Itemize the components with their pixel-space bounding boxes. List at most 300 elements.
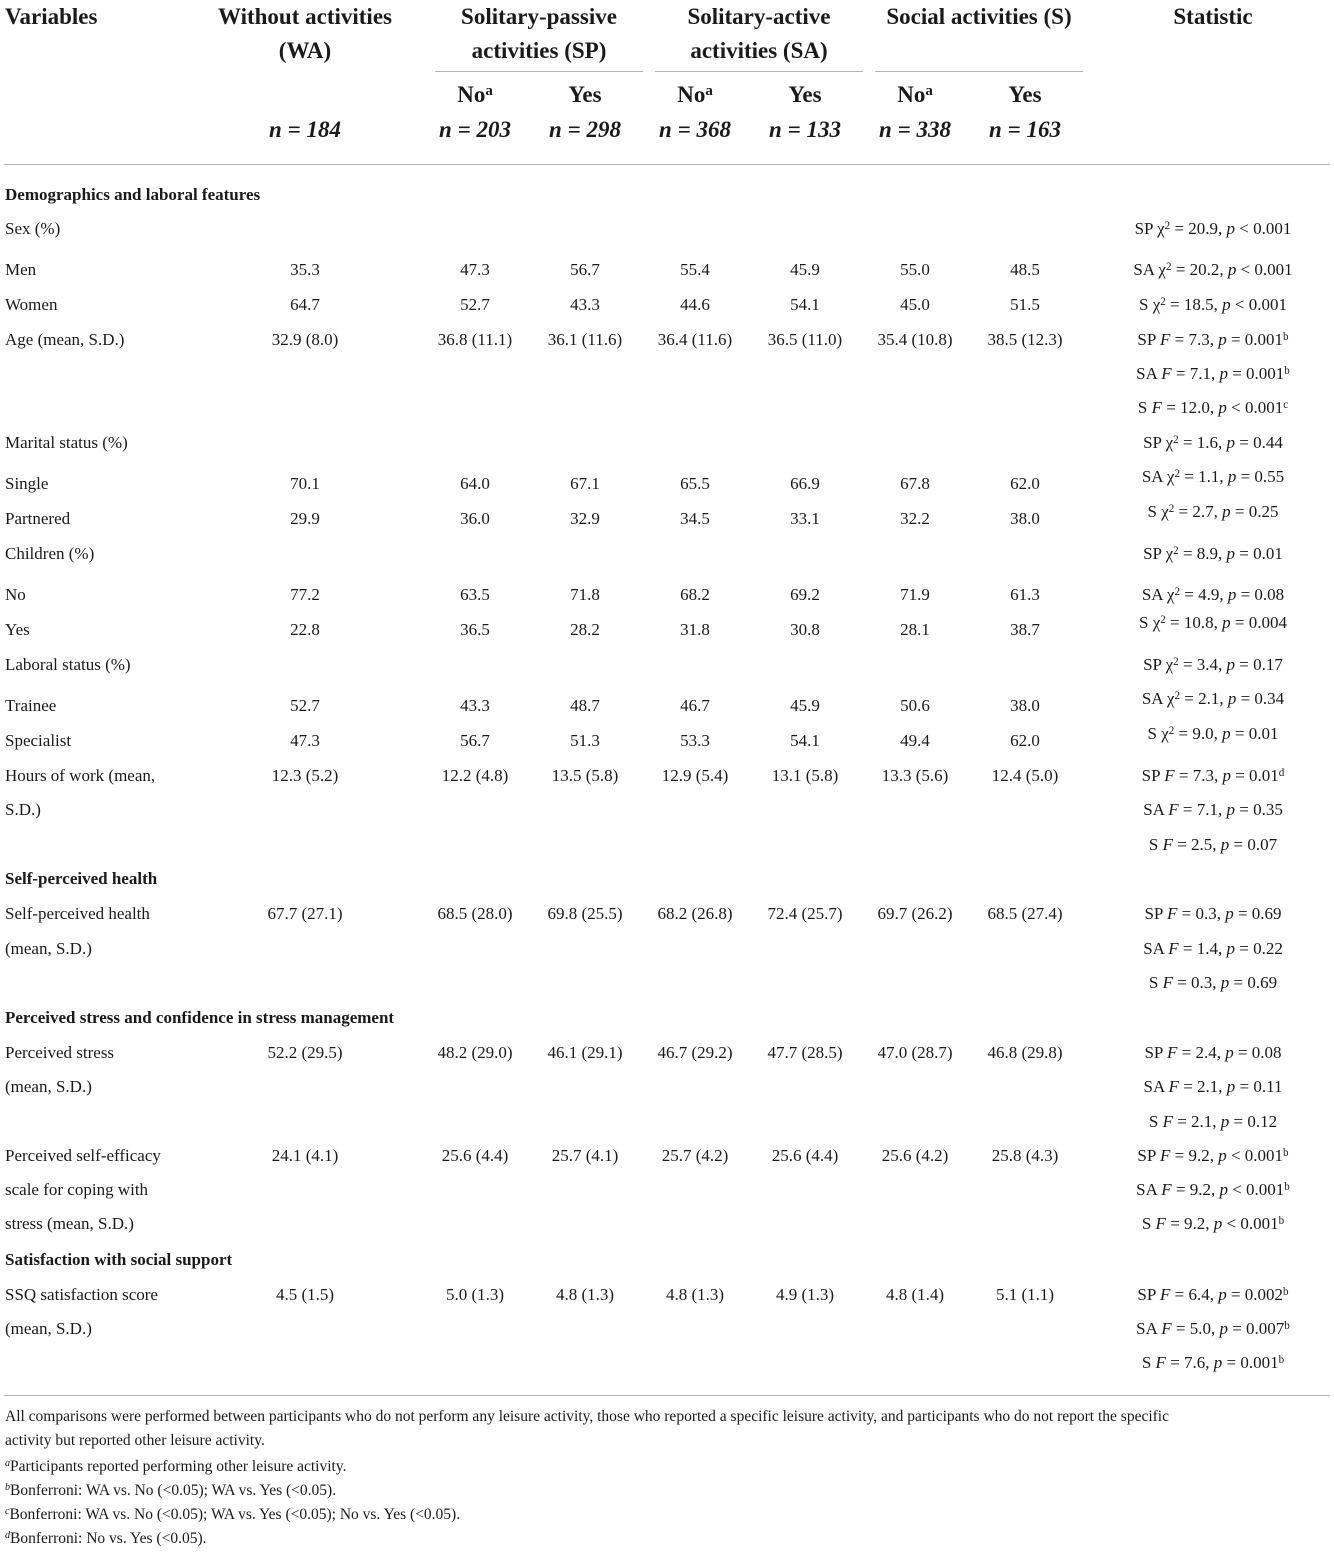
footnote-d-mark: d xyxy=(5,1530,11,1542)
cell-hours-1: 12.2 (4.8) xyxy=(441,766,509,785)
header-sa-line1: Solitary-active xyxy=(687,4,831,29)
header-sa xyxy=(655,0,863,68)
cell-specialist-0: 47.3 xyxy=(290,731,320,750)
stat-efficacy-0: SP F = 9.2, p < 0.001$^b$ xyxy=(1137,1146,1289,1165)
cell-stress-4: 47.7 (28.5) xyxy=(767,1043,843,1062)
stat-p-operator: = xyxy=(1233,835,1244,854)
stat-note: b xyxy=(1278,1354,1285,1367)
stat-group: S xyxy=(1147,502,1157,521)
row-label-efficacy-2: scale for coping with xyxy=(5,1180,149,1199)
cell-single-2: 67.1 xyxy=(570,474,600,493)
row-label-sex: Sex (%) xyxy=(5,219,61,238)
sp-group-rule xyxy=(435,71,643,72)
cell-age-2: 36.1 (11.6) xyxy=(547,330,623,349)
stat-symbol: χ xyxy=(1165,433,1174,452)
stat-marital-0: SP $\chi^2 = 1.6$, p = 0.44 xyxy=(1143,433,1283,452)
stat-group: SP xyxy=(1137,1146,1156,1165)
stat-stress-1: SA F = 2.1, p = 0.11 xyxy=(1143,1077,1283,1096)
cell-women-3: 44.6 xyxy=(680,295,710,314)
stat-symbol: χ xyxy=(1166,585,1175,604)
stat-p-operator: = xyxy=(1234,613,1245,632)
stat-group: SP xyxy=(1137,330,1156,349)
stat-group: S xyxy=(1139,295,1149,314)
row-label-women: Women xyxy=(5,295,58,314)
stat-group: S xyxy=(1141,1353,1152,1372)
cell-ssq-4: 4.9 (1.3) xyxy=(775,1285,835,1304)
subheader-no-sup xyxy=(925,83,932,99)
cell-hours-0: 12.3 (5.2) xyxy=(271,766,339,785)
stat-symbol: F xyxy=(1155,1214,1166,1233)
stat-symbol: F xyxy=(1159,1146,1171,1165)
stat-p-operator: = xyxy=(1239,1077,1250,1096)
stat-note: b xyxy=(1284,1320,1290,1333)
subheader-no-sup-text: a xyxy=(705,83,713,100)
cell-trainee-6: 38.0 xyxy=(1010,696,1040,715)
stat-group: SP xyxy=(1134,219,1153,238)
cell-child_yes-1: 36.5 xyxy=(460,620,490,639)
stat-p: p xyxy=(1227,585,1237,604)
stat-group: SA xyxy=(1143,939,1164,958)
stat-p-operator: = xyxy=(1234,724,1245,743)
stat-value: 2.1 xyxy=(1197,1077,1219,1096)
stat-p-operator: < xyxy=(1232,1180,1242,1199)
cell-age-3: 36.4 (11.6) xyxy=(657,330,733,349)
stat-p: p xyxy=(1222,613,1231,632)
cell-child_yes-0: 22.8 xyxy=(290,620,320,639)
stat-note: b xyxy=(1283,1286,1289,1299)
cell-specialist-5: 49.4 xyxy=(900,731,930,750)
stat-group: S xyxy=(1147,724,1157,743)
stat-health-0: SP F = 0.3, p = 0.69 xyxy=(1144,904,1282,923)
stat-value: 2.1 xyxy=(1191,1112,1213,1131)
cell-ssq-0: 4.5 (1.5) xyxy=(275,1285,335,1304)
stat-symbol-sup: 2 xyxy=(1168,503,1175,516)
header-wa xyxy=(205,0,405,68)
subheader-s-yes: Yes xyxy=(1008,82,1042,107)
cell-health-1: 68.5 (28.0) xyxy=(437,904,513,923)
stat-p-value: 0.07 xyxy=(1247,835,1278,854)
stat-note: b xyxy=(1284,365,1290,378)
cell-single-1: 64.0 xyxy=(460,474,490,493)
cell-men-3: 55.4 xyxy=(680,260,710,279)
cell-partnered-0: 29.9 xyxy=(290,509,320,528)
footnote-c-text: Bonferroni: WA vs. No (<0.05); WA vs. Yes (<0.05); No vs. Yes (<0.05). xyxy=(9,1506,461,1523)
subheader-sa-no xyxy=(640,78,750,112)
cell-single-5: 67.8 xyxy=(900,474,930,493)
row-label-specialist: Specialist xyxy=(5,731,72,750)
header-wa-line2: (WA) xyxy=(278,38,332,63)
row-label-efficacy-3: stress (mean, S.D.) xyxy=(5,1214,134,1233)
n-value: 203 xyxy=(476,117,511,142)
stat-symbol: χ xyxy=(1152,295,1161,314)
cell-specialist-3: 53.3 xyxy=(680,731,710,750)
stat-group: S xyxy=(1141,1214,1152,1233)
stat-ssq-0: SP F = 6.4, p = 0.002$^b$ xyxy=(1137,1285,1289,1304)
stat-p-value: 0.001 xyxy=(1244,398,1284,417)
stat-p-operator: = xyxy=(1239,433,1249,452)
stat-p-value: 0.11 xyxy=(1253,1077,1283,1096)
footnote-b-text: Bonferroni: WA vs. No (<0.05); WA vs. Yes (<0.05). xyxy=(10,1482,337,1499)
n-sa-yes: n = 133 xyxy=(769,117,841,142)
stat-p: p xyxy=(1220,973,1230,992)
stat-value: 4.9 xyxy=(1198,585,1220,604)
stat-value: 2.5 xyxy=(1191,835,1213,854)
stat-p-operator: < xyxy=(1239,219,1249,238)
stat-symbol-sup: 2 xyxy=(1168,725,1175,738)
row-label-children: Children (%) xyxy=(5,544,95,563)
header-s: Social activities (S) xyxy=(886,4,1072,29)
n-value: 368 xyxy=(696,117,731,142)
stat-p: p xyxy=(1222,295,1231,314)
stat-p-value: 0.25 xyxy=(1248,502,1279,521)
stat-p: p xyxy=(1219,364,1228,383)
stat-value: 10.8 xyxy=(1183,613,1214,632)
stat-value: 7.3 xyxy=(1188,330,1210,349)
stat-health-2: S F = 0.3, p = 0.69 xyxy=(1148,973,1278,992)
stat-symbol: χ xyxy=(1166,467,1175,486)
stat-value: 1.1 xyxy=(1198,467,1220,486)
table-bottom-rule xyxy=(4,1395,1330,1396)
stat-symbol: F xyxy=(1159,1285,1171,1304)
row-label-efficacy: Perceived self-efficacy xyxy=(5,1146,161,1165)
stat-symbol: F xyxy=(1168,939,1179,958)
cell-efficacy-1: 25.6 (4.4) xyxy=(441,1146,509,1165)
row-label-marital: Marital status (%) xyxy=(5,433,128,452)
n-prefix: n xyxy=(269,117,282,142)
stat-symbol: χ xyxy=(1161,502,1169,521)
n-prefix: n xyxy=(989,117,1002,142)
cell-stress-6: 46.8 (29.8) xyxy=(987,1043,1063,1062)
header-variables: Variables xyxy=(5,4,98,29)
cell-child_no-6: 61.3 xyxy=(1010,585,1040,604)
stat-p: p xyxy=(1226,800,1235,819)
stat-group: SA xyxy=(1133,260,1155,279)
footnote-c-mark: c xyxy=(5,1506,10,1518)
stat-p-value: 0.001 xyxy=(1248,295,1287,314)
stat-value: 1.4 xyxy=(1196,939,1218,958)
n-value: 184 xyxy=(306,117,341,142)
stat-group: SA xyxy=(1136,1180,1157,1199)
cell-hours-6: 12.4 (5.0) xyxy=(991,766,1059,785)
stat-p-value: 0.001 xyxy=(1244,330,1284,349)
stat-age-1: SA F = 7.1, p = 0.001$^b$ xyxy=(1136,364,1290,383)
stat-value: 2.4 xyxy=(1195,1043,1217,1062)
stat-children-0: SP $\chi^2 = 8.9$, p = 0.01 xyxy=(1143,544,1283,563)
stat-symbol-sup: 2 xyxy=(1173,434,1179,447)
stat-symbol: F xyxy=(1161,1319,1172,1338)
stat-p-operator: = xyxy=(1239,939,1249,958)
stat-value: 2.1 xyxy=(1198,689,1220,708)
stat-value: 7.6 xyxy=(1184,1353,1206,1372)
stat-p-value: 0.34 xyxy=(1254,689,1285,708)
subheader-sp-yes: Yes xyxy=(568,82,602,107)
stat-sex-0: SP $\chi^2 = 20.9$, p < 0.001 xyxy=(1134,219,1292,238)
row-label-health: Self-perceived health xyxy=(5,904,150,923)
stat-p: p xyxy=(1218,1285,1227,1304)
row-label-partnered: Partnered xyxy=(5,509,71,528)
stat-marital-2: S $\chi^2 = 2.7$, p = 0.25 xyxy=(1147,502,1279,521)
stat-note: b xyxy=(1283,331,1289,344)
stat-p-value: 0.001 xyxy=(1244,1146,1284,1165)
row-label-laboral: Laboral status (%) xyxy=(5,655,131,674)
stat-value: 7.1 xyxy=(1189,364,1211,383)
cell-child_yes-4: 30.8 xyxy=(790,620,820,639)
stat-symbol: χ xyxy=(1161,724,1169,743)
cell-health-5: 69.7 (26.2) xyxy=(877,904,953,923)
cell-child_no-2: 71.8 xyxy=(570,585,600,604)
stat-symbol: F xyxy=(1166,904,1178,923)
stat-group: SA xyxy=(1141,689,1163,708)
cell-stress-5: 47.0 (28.7) xyxy=(877,1043,953,1062)
row-label-age: Age (mean, S.D.) xyxy=(5,330,125,349)
stat-group: SA xyxy=(1143,1077,1165,1096)
stat-p: p xyxy=(1226,1077,1236,1096)
stat-p-operator: = xyxy=(1233,973,1244,992)
n-value: 338 xyxy=(916,117,951,142)
stat-p: p xyxy=(1226,655,1236,674)
row-label-health-2: (mean, S.D.) xyxy=(5,939,92,958)
cell-men-2: 56.7 xyxy=(570,260,600,279)
stat-p: p xyxy=(1218,398,1227,417)
stat-symbol: χ xyxy=(1165,544,1174,563)
cell-child_no-5: 71.9 xyxy=(900,585,930,604)
cell-child_yes-5: 28.1 xyxy=(900,620,930,639)
stat-laboral-1: SA $\chi^2 = 2.1$, p = 0.34 xyxy=(1141,689,1285,708)
cell-men-4: 45.9 xyxy=(790,260,820,279)
stat-p-value: 0.17 xyxy=(1253,655,1283,674)
cell-hours-5: 13.3 (5.6) xyxy=(881,766,949,785)
cell-partnered-3: 34.5 xyxy=(680,509,710,528)
cell-partnered-4: 33.1 xyxy=(790,509,820,528)
cell-efficacy-3: 25.7 (4.2) xyxy=(661,1146,729,1165)
stat-group: SP xyxy=(1144,1043,1163,1062)
stat-stress-2: S F = 2.1, p = 0.12 xyxy=(1148,1112,1278,1131)
stat-efficacy-1: SA F = 9.2, p < 0.001$^b$ xyxy=(1136,1180,1290,1199)
stat-symbol: χ xyxy=(1166,689,1175,708)
section-health: Self-perceived health xyxy=(5,869,158,888)
subheader-sp-no xyxy=(420,78,530,112)
stat-p-operator: = xyxy=(1232,1319,1242,1338)
cell-child_no-0: 77.2 xyxy=(290,585,320,604)
subheader-s-no xyxy=(860,78,970,112)
stat-p-value: 0.69 xyxy=(1247,973,1278,992)
stat-group: S xyxy=(1148,973,1159,992)
cell-trainee-2: 48.7 xyxy=(570,696,600,715)
footnote-d xyxy=(5,1527,207,1551)
stat-age-0: SP F = 7.3, p = 0.001$^b$ xyxy=(1137,330,1289,349)
stat-value: 12.0 xyxy=(1180,398,1210,417)
stat-group: SP xyxy=(1141,766,1160,785)
cell-women-4: 54.1 xyxy=(790,295,820,314)
footnote-a xyxy=(5,1455,346,1479)
stat-group: S xyxy=(1148,1112,1159,1131)
stat-symbol: χ xyxy=(1152,613,1161,632)
cell-women-5: 45.0 xyxy=(900,295,930,314)
stat-symbol-sup: 2 xyxy=(1174,690,1180,703)
cell-hours-4: 13.1 (5.8) xyxy=(771,766,839,785)
stat-group: SP xyxy=(1137,1285,1156,1304)
stat-symbol-sup: 2 xyxy=(1165,261,1172,274)
subheader-no-label: No xyxy=(457,82,486,107)
section-demographics: Demographics and laboral features xyxy=(5,185,261,204)
stat-group: SP xyxy=(1143,655,1162,674)
cell-efficacy-6: 25.8 (4.3) xyxy=(991,1146,1059,1165)
subheader-no-label: No xyxy=(897,82,926,107)
section-stress: Perceived stress and confidence in stress management xyxy=(5,1008,395,1027)
stat-p: p xyxy=(1219,1180,1228,1199)
stat-p-operator: = xyxy=(1240,585,1251,604)
stat-p: p xyxy=(1227,260,1237,279)
stat-value: 2.7 xyxy=(1192,502,1214,521)
stat-p-value: 0.08 xyxy=(1251,1043,1282,1062)
n-wa: n = 184 xyxy=(269,117,341,142)
cell-child_yes-2: 28.2 xyxy=(570,620,600,639)
stat-symbol-sup: 2 xyxy=(1174,586,1180,599)
stat-p-value: 0.01 xyxy=(1249,766,1279,785)
stat-symbol-sup: 2 xyxy=(1160,614,1166,627)
stat-p-operator: = xyxy=(1235,766,1245,785)
stat-symbol: F xyxy=(1159,330,1171,349)
stat-p: p xyxy=(1226,544,1236,563)
row-label-children-no: No xyxy=(5,585,26,604)
footnote-a-text: Participants reported performing other leisure activity. xyxy=(10,1458,347,1475)
cell-hours-3: 12.9 (5.4) xyxy=(661,766,729,785)
stat-note: d xyxy=(1278,767,1285,780)
cell-specialist-1: 56.7 xyxy=(460,731,490,750)
stat-p-value: 0.08 xyxy=(1254,585,1285,604)
cell-partnered-6: 38.0 xyxy=(1010,509,1040,528)
stat-sex-2: S $\chi^2 = 18.5$, p < 0.001 xyxy=(1139,295,1287,314)
cell-health-3: 68.2 (26.8) xyxy=(657,904,733,923)
cell-single-6: 62.0 xyxy=(1010,474,1040,493)
stat-p: p xyxy=(1225,1043,1234,1062)
cell-ssq-5: 4.8 (1.4) xyxy=(885,1285,945,1304)
stat-p-value: 0.007 xyxy=(1246,1319,1285,1338)
n-value: 163 xyxy=(1026,117,1061,142)
stat-symbol: F xyxy=(1166,1043,1178,1062)
cell-efficacy-2: 25.7 (4.1) xyxy=(551,1146,619,1165)
stat-value: 5.0 xyxy=(1189,1319,1211,1338)
n-s-no: n = 338 xyxy=(879,117,951,142)
cell-age-0: 32.9 (8.0) xyxy=(271,330,339,349)
stat-p-value: 0.69 xyxy=(1251,904,1282,923)
n-sp-no: n = 203 xyxy=(439,117,511,142)
cell-age-1: 36.8 (11.1) xyxy=(437,330,513,349)
stat-health-1: SA F = 1.4, p = 0.22 xyxy=(1143,939,1283,958)
stat-symbol: χ xyxy=(1165,655,1174,674)
cell-trainee-5: 50.6 xyxy=(900,696,930,715)
footnote-a-mark: a xyxy=(5,1458,11,1470)
stat-children-2: S $\chi^2 = 10.8$, p = 0.004 xyxy=(1139,613,1287,632)
stat-value: 7.1 xyxy=(1196,800,1218,819)
stat-p-operator: = xyxy=(1237,1043,1248,1062)
stat-p-value: 0.35 xyxy=(1253,800,1283,819)
stat-p: p xyxy=(1227,467,1237,486)
stat-value: 1.6 xyxy=(1196,433,1219,452)
stat-laboral-2: S $\chi^2 = 9.0$, p = 0.01 xyxy=(1147,724,1279,743)
cell-stress-1: 48.2 (29.0) xyxy=(437,1043,513,1062)
cell-efficacy-4: 25.6 (4.4) xyxy=(771,1146,839,1165)
stat-p-operator: = xyxy=(1239,544,1249,563)
header-sp xyxy=(435,0,643,68)
stat-sex-1: SA $\chi^2 = 20.2$, p < 0.001 xyxy=(1133,260,1293,279)
stat-symbol: F xyxy=(1168,1077,1179,1096)
cell-health-6: 68.5 (27.4) xyxy=(987,904,1063,923)
stat-symbol: F xyxy=(1155,1353,1166,1372)
stat-group: SP xyxy=(1144,904,1163,923)
row-label-ssq: SSQ satisfaction score xyxy=(5,1285,158,1304)
stat-symbol: F xyxy=(1162,973,1173,992)
row-label-stress: Perceived stress xyxy=(5,1043,115,1062)
cell-hours-2: 13.5 (5.8) xyxy=(551,766,619,785)
cell-single-0: 70.1 xyxy=(290,474,320,493)
footnote-d-text: Bonferroni: No vs. Yes (<0.05). xyxy=(10,1530,207,1547)
stat-symbol-sup: 2 xyxy=(1174,468,1180,481)
cell-ssq-2: 4.8 (1.3) xyxy=(555,1285,615,1304)
stat-p-operator: = xyxy=(1239,655,1249,674)
stat-efficacy-2: S F = 9.2, p < 0.001$^b$ xyxy=(1141,1214,1285,1233)
subheader-no-sup xyxy=(705,83,712,99)
footnote-b-mark: b xyxy=(5,1482,11,1494)
cell-single-3: 65.5 xyxy=(680,474,710,493)
stat-note: b xyxy=(1278,1215,1285,1228)
stat-group: S xyxy=(1148,835,1159,854)
footnote-main-2: activity but reported other leisure activity. xyxy=(5,1432,265,1449)
stat-p-operator: = xyxy=(1226,1353,1237,1372)
stat-p-operator: = xyxy=(1232,364,1242,383)
stat-group: SA xyxy=(1136,1319,1157,1338)
stat-p-operator: < xyxy=(1231,398,1241,417)
stat-symbol: F xyxy=(1162,835,1173,854)
cell-efficacy-5: 25.6 (4.2) xyxy=(881,1146,949,1165)
stat-p: p xyxy=(1227,689,1237,708)
n-prefix: n xyxy=(769,117,782,142)
stat-note: b xyxy=(1283,1147,1289,1160)
row-label-stress-2: (mean, S.D.) xyxy=(5,1077,92,1096)
stat-value: 7.3 xyxy=(1192,766,1214,785)
stat-value: 0.3 xyxy=(1191,973,1213,992)
cell-age-4: 36.5 (11.0) xyxy=(767,330,843,349)
stat-p-value: 0.004 xyxy=(1248,613,1287,632)
stat-group: SA xyxy=(1141,467,1163,486)
stat-group: SA xyxy=(1141,585,1163,604)
stat-symbol-sup: 2 xyxy=(1173,545,1179,558)
header-statistic: Statistic xyxy=(1173,4,1253,29)
n-value: 133 xyxy=(806,117,841,142)
stat-p-value: 0.001 xyxy=(1240,1353,1279,1372)
stat-p-operator: = xyxy=(1237,904,1248,923)
stat-p: p xyxy=(1220,835,1230,854)
stat-symbol-sup: 2 xyxy=(1164,220,1171,233)
header-sp-line2: activities (SP) xyxy=(471,38,607,63)
row-label-children-yes: Yes xyxy=(5,620,30,639)
stat-group: SA xyxy=(1143,800,1164,819)
stat-laboral-0: SP $\chi^2 = 3.4$, p = 0.17 xyxy=(1143,655,1283,674)
n-prefix: n xyxy=(879,117,892,142)
stat-symbol-sup: 2 xyxy=(1173,656,1179,669)
cell-stress-2: 46.1 (29.1) xyxy=(547,1043,623,1062)
stat-p-operator: = xyxy=(1239,800,1249,819)
stat-value: 18.5 xyxy=(1183,295,1214,314)
stat-hours-1: SA F = 7.1, p = 0.35 xyxy=(1143,800,1283,819)
cell-child_yes-6: 38.7 xyxy=(1010,620,1040,639)
stat-hours-2: S F = 2.5, p = 0.07 xyxy=(1148,835,1278,854)
stat-p-value: 0.22 xyxy=(1253,939,1283,958)
cell-women-6: 51.5 xyxy=(1010,295,1040,314)
stat-p: p xyxy=(1220,1112,1230,1131)
cell-child_no-3: 68.2 xyxy=(680,585,710,604)
sa-group-rule xyxy=(655,71,863,72)
